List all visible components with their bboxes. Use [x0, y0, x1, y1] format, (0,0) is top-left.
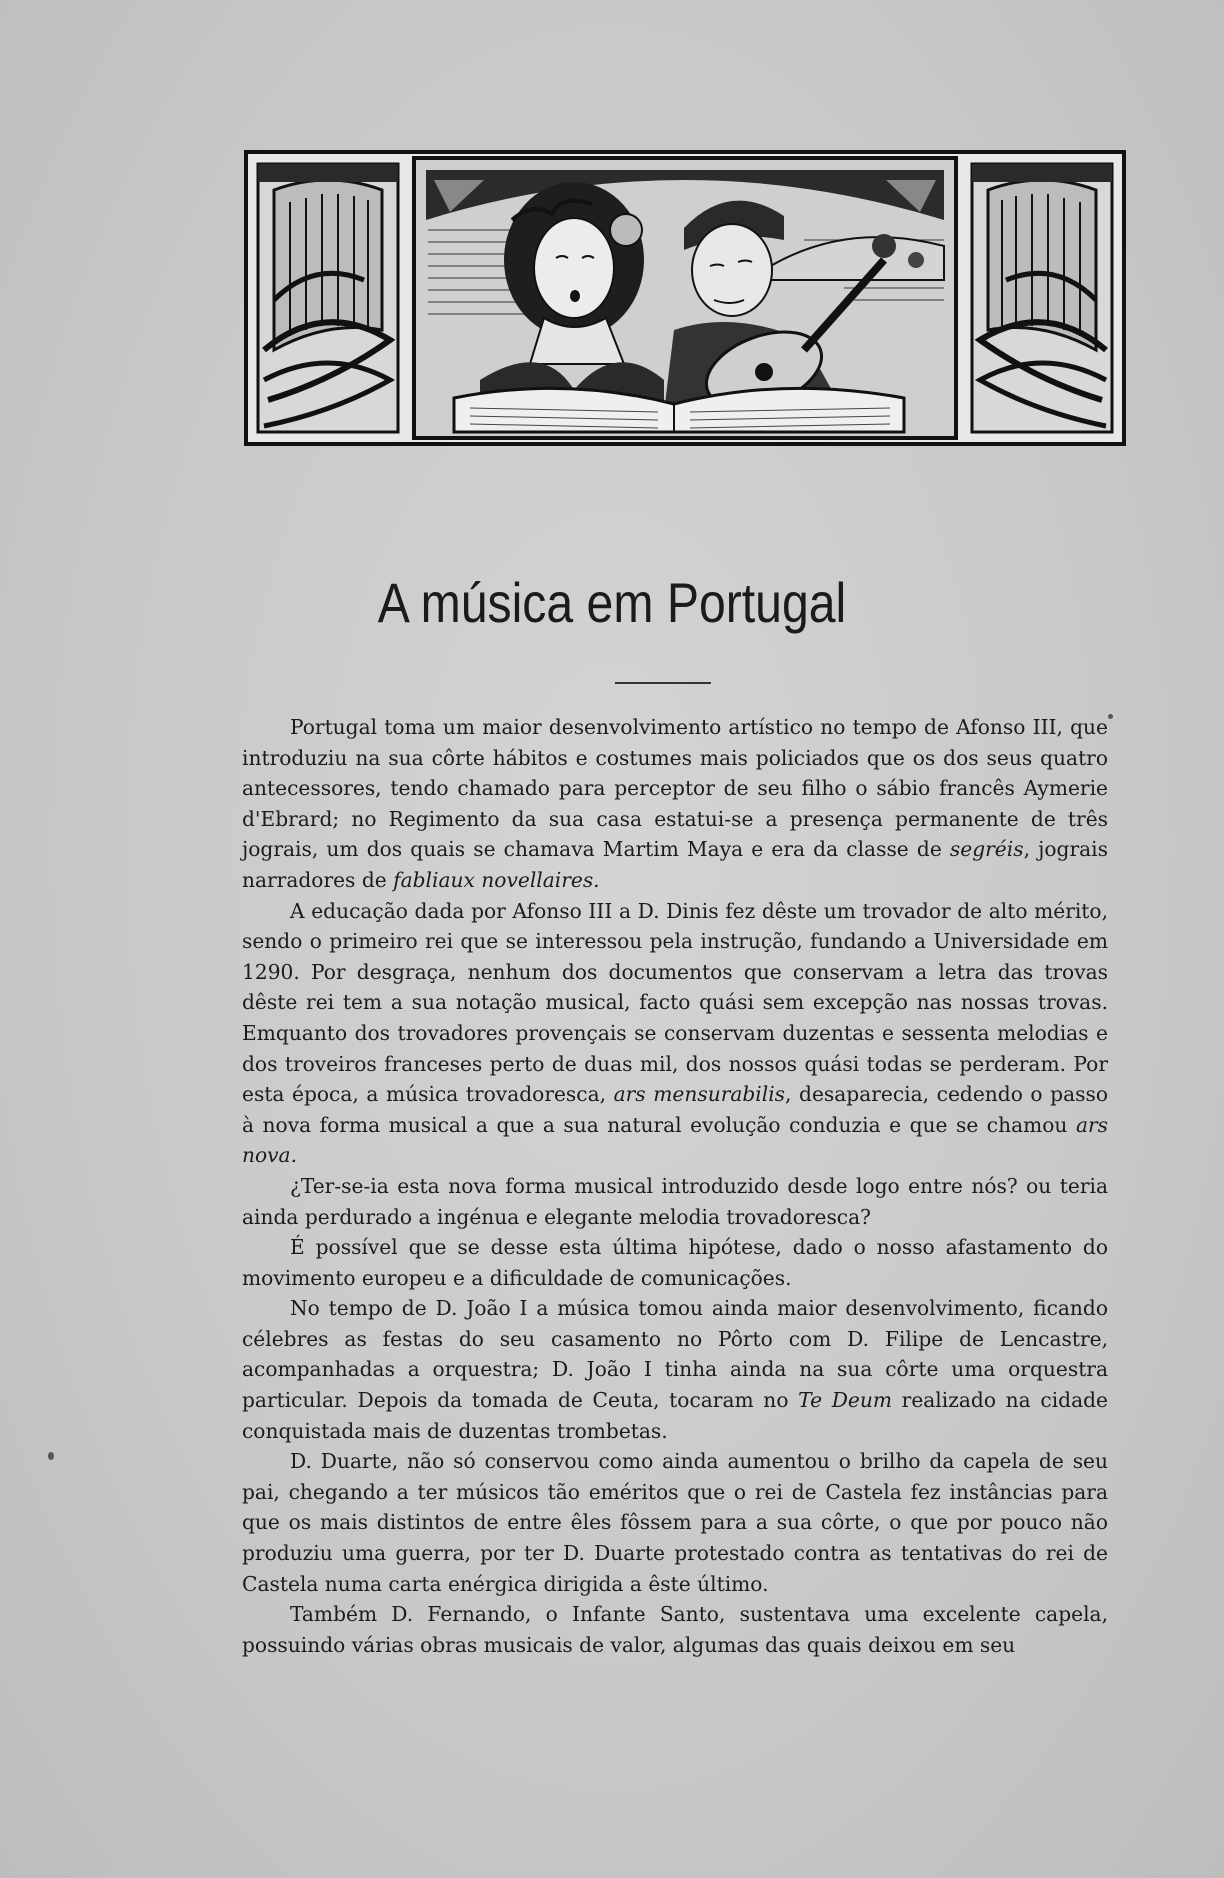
italic-term: ars mensurabilis [613, 1082, 786, 1107]
text-run: D. Duarte, não só conservou como ainda aumentou o brilho da capela de seu pai, chegando a ter músicos tão eméritos que o rei de Castela fez instâncias para que os mais distintos de entre êles fôssem para a sua côrte, o que por pouco não produziu uma guerra, por ter D. Duarte protestado contra as tentativas do rei de Castela numa carta enérgica dirigida a êste último. [242, 1449, 1108, 1596]
text-run: realizado na cidade conquistada mais de duzentas trombetas. [242, 1388, 1108, 1443]
paragraph [242, 896, 1108, 1171]
italic-term: Te Deum [798, 1388, 892, 1413]
text-run: Também D. Fernando, o Infante Santo, sustentava uma excelente capela, possuindo várias obras musicais de valor, algumas das quais deixou em seu [242, 1602, 1108, 1657]
speck [1108, 714, 1113, 719]
title-divider [615, 682, 711, 684]
text-run: No tempo de D. João I a música tomou ainda maior desenvolvimento, ficando célebres as festas do seu casamento no Pôrto com D. Filipe de Lencastre, acompanhadas a orquestra; D. João I tinha ainda na sua côrte uma orquestra particular. Depois da tomada de Ceuta, tocaram no [242, 1296, 1108, 1413]
text-run: , jograis narradores de [242, 837, 1108, 892]
paragraph [242, 1232, 1108, 1293]
italic-term: fabliaux novellaires. [393, 867, 600, 892]
paragraph [242, 1599, 1108, 1660]
text-run: , desaparecia, cedendo o passo à nova forma musical a que a sua natural evolução conduzia e que se chamou [242, 1082, 1108, 1137]
article-body [242, 712, 1108, 1660]
text-run: ¿Ter-se-ia esta nova forma musical introduzido desde logo entre nós? ou teria ainda perdurado a ingénua e elegante melodia trovadoresca? [242, 1173, 1108, 1229]
italic-term: segréis [949, 837, 1024, 862]
text-run: Portugal toma um maior desenvolvimento artístico no tempo de Afonso III, que introduziu na sua côrte hábitos e costumes mais policiados que os dos seus quatro antecessores, tendo chamado para perceptor de seu filho o sábio francês Aymerie d'Ebrard; no Regimento da sua casa estatui-se a presença permanente de três jograis, um dos quais se chamava Martim Maya e era da classe de [242, 715, 1108, 862]
paragraph [242, 1293, 1108, 1446]
paragraph [242, 1171, 1108, 1232]
page-title: A música em Portugal [377, 571, 847, 634]
header-illustration [244, 150, 1126, 446]
text-run: A educação dada por Afonso III a D. Dinis fez dêste um trovador de alto mérito, sendo o primeiro rei que se interessou pela instrução, fundando a Universidade em 1290. Por desgraça, nenhum dos documentos que conservam a letra das trovas dêste rei tem a sua notação musical, facto quási sem excepção nas nossas trovas. Emquanto dos trovadores provençais se conservam duzentas e sessenta melodias e dos troveiros franceses perto de duas mil, dos nossos quási todas se perderam. Por esta época, a música trovadoresca, [242, 898, 1108, 1107]
text-run: É possível que se desse esta última hipótese, dado o nosso afastamento do movimento europeu e a dificuldade de comunicações. [242, 1235, 1108, 1290]
speck [48, 1452, 54, 1460]
paragraph [242, 1446, 1108, 1599]
paragraph [242, 712, 1108, 896]
italic-term: ars nova. [242, 1112, 1108, 1168]
